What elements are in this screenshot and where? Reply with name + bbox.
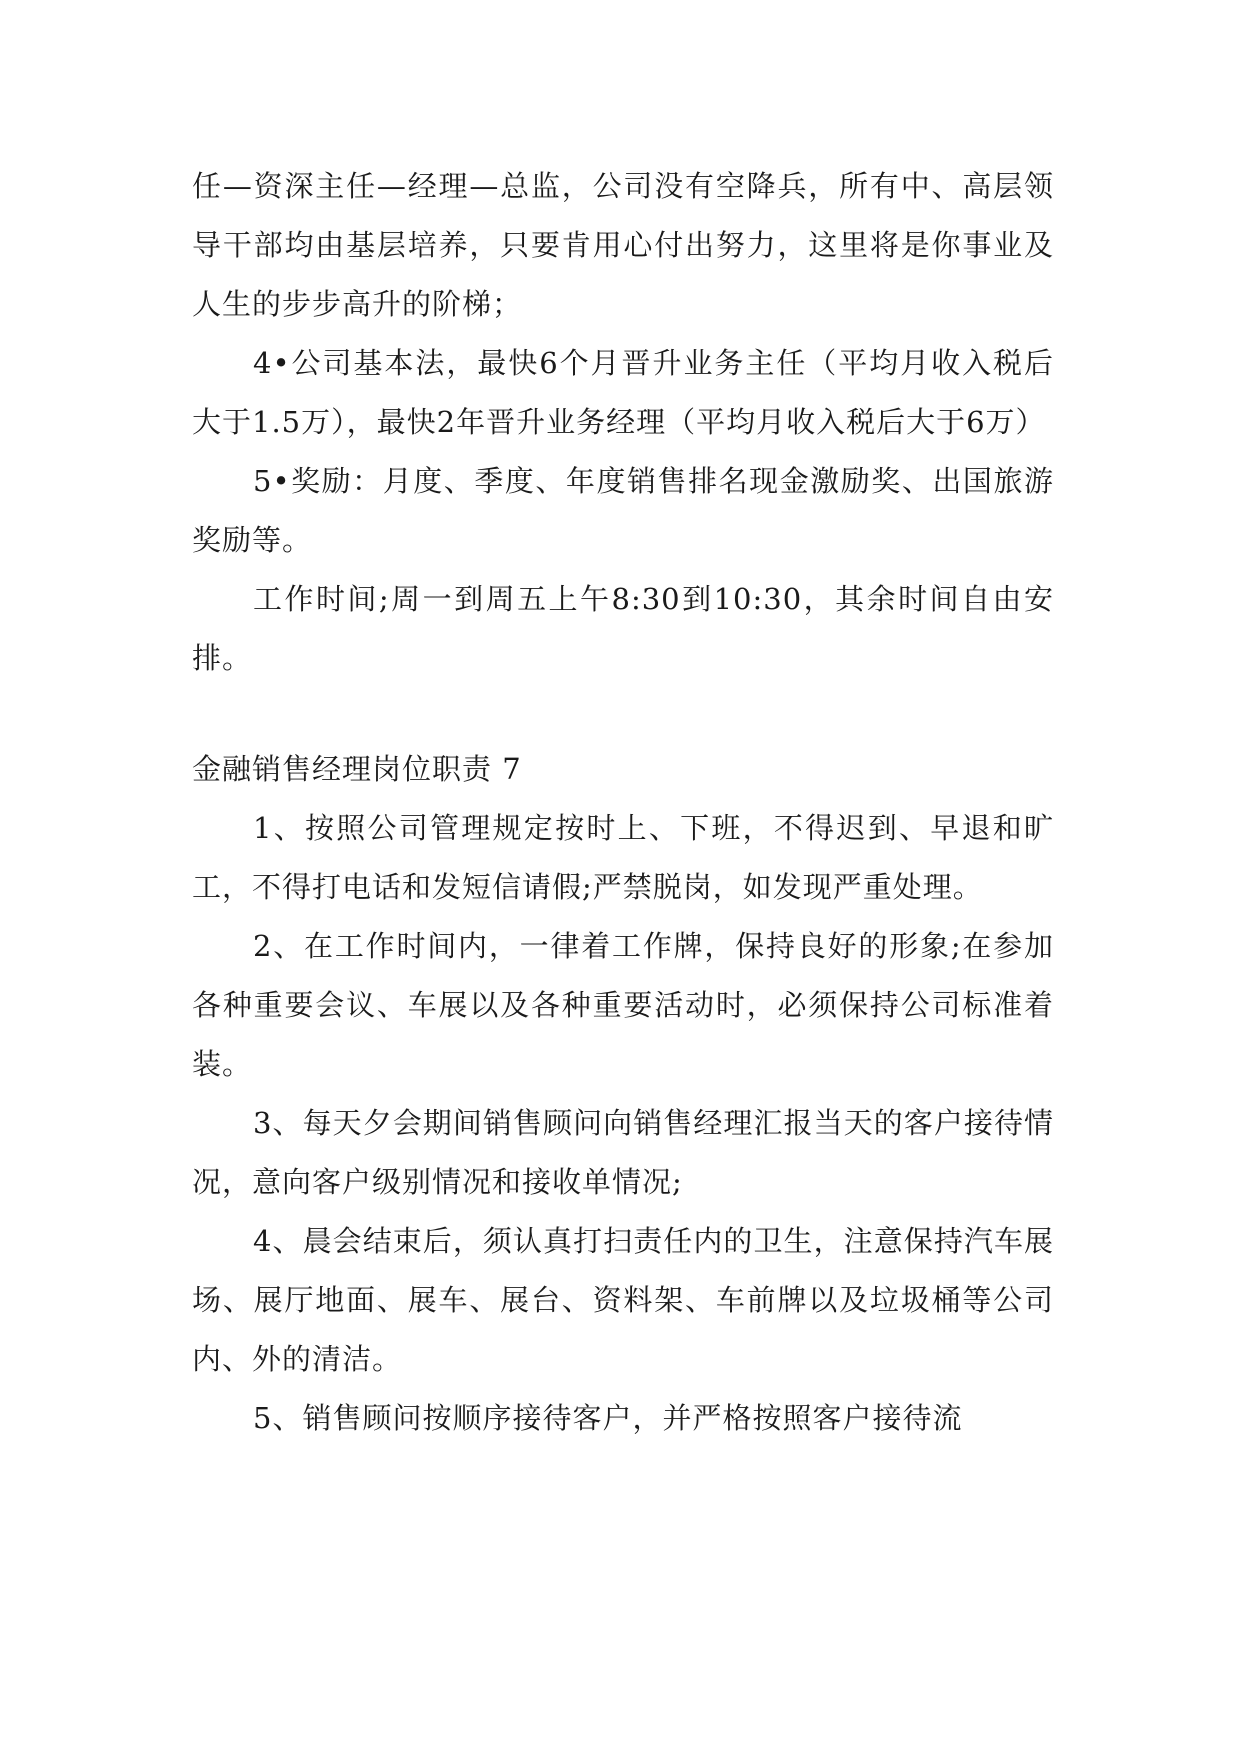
paragraph-work-hours: 工作时间;周一到周五上午8:30到10:30，其余时间自由安排。 [192, 582, 1054, 675]
section-heading: 金融销售经理岗位职责 7 [192, 752, 522, 786]
document-body [192, 157, 1054, 1448]
paragraph-duty-5: 5、销售顾问按顺序接待客户，并严格按照客户接待流 [253, 1401, 963, 1435]
paragraph-duty-3: 3、每天夕会期间销售顾问向销售经理汇报当天的客户接待情况，意向客户级别情况和接收单情况; [192, 1106, 1054, 1199]
paragraph-rewards: 5•奖励：月度、季度、年度销售排名现金激励奖、出国旅游奖励等。 [192, 464, 1054, 557]
section-gap [192, 688, 1054, 740]
paragraph-duty-2: 2、在工作时间内，一律着工作牌，保持良好的形象;在参加各种重要会议、车展以及各种重要活动时，必须保持公司标准着装。 [192, 929, 1054, 1081]
paragraph-promotion-rules: 4•公司基本法，最快6个月晋升业务主任（平均月收入税后大于1.5万），最快2年晋升业务经理（平均月收入税后大于6万） [192, 346, 1054, 439]
paragraph-career-path: 任—资深主任—经理—总监，公司没有空降兵，所有中、高层领导干部均由基层培养，只要肯用心付出努力，这里将是你事业及人生的步步高升的阶梯； [192, 169, 1054, 321]
paragraph-duty-1: 1、按照公司管理规定按时上、下班，不得迟到、早退和旷工，不得打电话和发短信请假;严禁脱岗，如发现严重处理。 [192, 811, 1054, 904]
paragraph-duty-4: 4、晨会结束后，须认真打扫责任内的卫生，注意保持汽车展场、展厅地面、展车、展台、资料架、车前牌以及垃圾桶等公司内、外的清洁。 [192, 1224, 1054, 1376]
